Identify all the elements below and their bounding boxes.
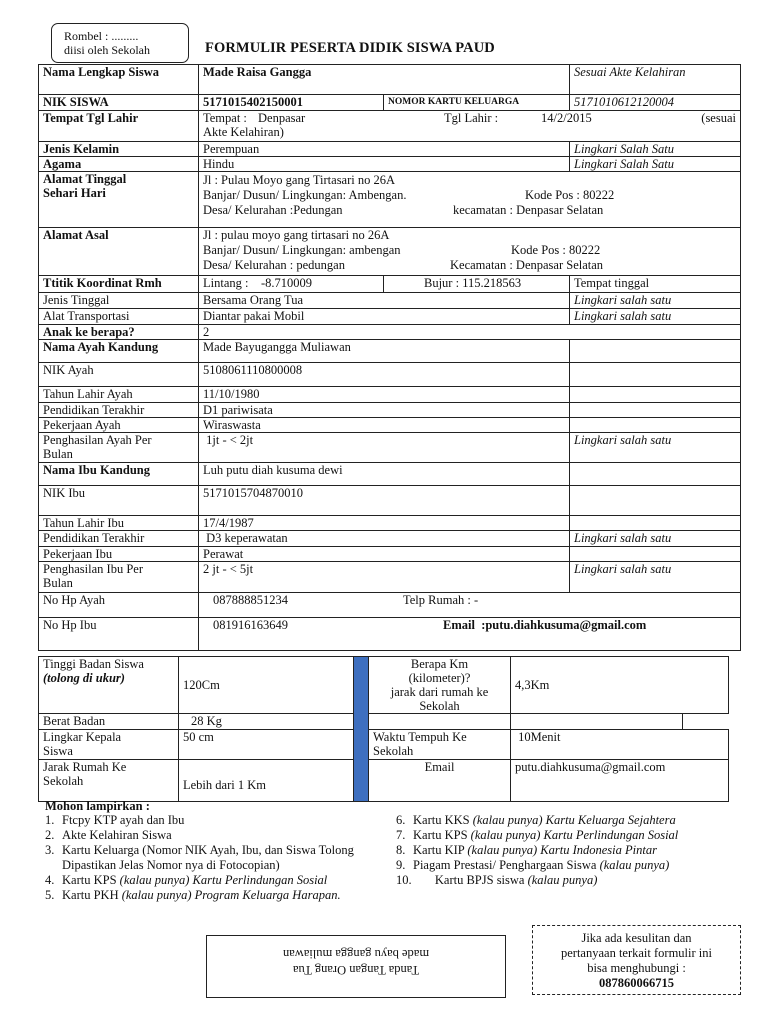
student-data-table [38, 64, 741, 651]
row-tinggi [39, 657, 729, 714]
physical-data-table [38, 656, 729, 802]
note-penghasilan-ayah: Lingkari salah satu [570, 433, 741, 463]
attachment-note: (kalau punya) [527, 873, 598, 887]
label-nik-ayah: NIK Ayah [39, 363, 199, 387]
row-jarak [39, 760, 729, 802]
label-waktu-1: Waktu Tempuh Ke [373, 730, 467, 744]
row-tahun-ibu [39, 516, 741, 531]
value-berat[interactable]: 28 Kg [179, 714, 354, 730]
note-jk: Lingkari Salah Satu [570, 142, 741, 157]
note-pendidikan-ayah [570, 403, 741, 418]
label-ibu: Nama Ibu Kandung [39, 463, 199, 486]
label-jarak [39, 760, 179, 802]
attachment-text: Kartu KIP [413, 843, 468, 857]
value-hp-ayah[interactable] [199, 593, 741, 618]
asal-kodepos: Kode Pos : 80222 [511, 243, 601, 257]
help-line-3: bisa menghubungi : [587, 961, 686, 975]
signature-text [207, 946, 505, 978]
rombel-note: diisi oleh Sekolah [64, 43, 150, 57]
row-pekerjaan-ibu [39, 547, 741, 562]
label-penghasilan-ibu [39, 562, 199, 593]
label-alamat-1: Alamat Tinggal [43, 172, 127, 186]
note-pekerjaan-ayah [570, 418, 741, 433]
signature-label: Tanda Tangan Orang Tua [292, 963, 420, 977]
note-pendidikan-ibu: Lingkari salah satu [570, 531, 741, 547]
attachment-number: 8. [396, 843, 406, 857]
value-agama[interactable]: Hindu [199, 157, 570, 172]
alamat-jl: Jl : Pulau Moyo gang Tirtasari no 26A [203, 173, 396, 187]
row-pekerjaan-ayah [39, 418, 741, 433]
value-kk[interactable]: 5171010612120004 [570, 95, 741, 111]
label-tinggi-2: (tolong di ukur) [43, 671, 125, 685]
row-ibu [39, 463, 741, 486]
row-koordinat [39, 276, 741, 293]
value-jk[interactable]: Perempuan [199, 142, 570, 157]
asal-jl: Jl : pulau moyo gang tirtasari no 26A [203, 228, 390, 242]
label-penghasilan-ibu-1: Penghasilan Ibu Per [43, 562, 143, 576]
row-jenis-tinggal [39, 293, 741, 309]
value-penghasilan-ibu[interactable]: 2 jt - < 5jt [199, 562, 570, 593]
alamat-kodepos: Kode Pos : 80222 [525, 188, 615, 202]
attachment-text: Kartu BPJS siswa [413, 873, 528, 887]
row-jk [39, 142, 741, 157]
note-nama: Sesuai Akte Kelahiran [570, 65, 741, 95]
attachment-item [45, 828, 385, 843]
signature-name: made bayu gangga muliawan [282, 947, 430, 961]
attachment-number: 3. [45, 843, 55, 857]
ttl-note: (sesuai [701, 111, 736, 125]
hp-ayah-number: 087888851234 [213, 593, 288, 607]
value-nik-ayah[interactable]: 5108061110800008 [199, 363, 570, 387]
attachment-item [396, 843, 746, 858]
value-hp-ibu[interactable] [199, 618, 741, 651]
attachment-text: Ftcpy KTP ayah dan Ibu [62, 813, 185, 827]
label-jarak-1: Jarak Rumah Ke [43, 760, 127, 774]
value-ayah[interactable]: Made Bayugangga Muliawan [199, 340, 570, 363]
label-penghasilan-ayah [39, 433, 199, 463]
note-nik-ayah [570, 363, 741, 387]
label-ttl: Tempat Tgl Lahir [39, 111, 199, 142]
attachment-number: 10. [396, 873, 412, 887]
attachment-item [45, 888, 385, 903]
label-km [369, 657, 511, 714]
attachment-number: 1. [45, 813, 55, 827]
row-hp-ibu [39, 618, 741, 651]
note-pekerjaan-ibu [570, 547, 741, 562]
value-email[interactable]: putu.diahkusuma@gmail.com [511, 760, 729, 802]
attachment-note: (kalau punya) Program Keluarga Harapan. [121, 888, 341, 902]
value-jarak[interactable]: Lebih dari 1 Km [179, 760, 354, 802]
value-ibu[interactable]: Luh putu diah kusuma dewi [199, 463, 570, 486]
email-ibu: Email :putu.diahkusuma@gmail.com [443, 618, 647, 632]
attachment-note: (kalau punya) Kartu Indonesia Pintar [467, 843, 657, 857]
label-email: Email [369, 760, 511, 802]
row-pendidikan-ayah [39, 403, 741, 418]
attachment-item [45, 813, 385, 828]
label-penghasilan-ayah-2: Bulan [43, 447, 73, 461]
value-pekerjaan-ayah[interactable]: Wiraswasta [199, 418, 570, 433]
attachment-item [396, 813, 746, 828]
note-koordinat: Tempat tinggal [570, 276, 741, 293]
value-bujur[interactable]: Bujur : 115.218563 [384, 276, 570, 293]
tgl-value: 14/2/2015 [541, 111, 592, 125]
row-hp-ayah [39, 593, 741, 618]
attachment-note: (kalau punya) Kartu Perlindungan Sosial [119, 873, 328, 887]
row-transportasi [39, 309, 741, 325]
attachments-heading: Mohon lampirkan : [45, 799, 150, 813]
value-nik[interactable]: 5171015402150001 [199, 95, 384, 111]
label-pekerjaan-ibu: Pekerjaan Ibu [39, 547, 199, 562]
label-ayah: Nama Ayah Kandung [39, 340, 199, 363]
row-nik-ibu [39, 486, 741, 516]
cell-empty-3 [683, 714, 729, 730]
asal-kecamatan: Kecamatan : Denpasar Selatan [450, 258, 604, 272]
label-asal: Alamat Asal [39, 228, 199, 276]
value-anak-ke[interactable]: 2 [199, 325, 741, 340]
label-jk: Jenis Kelamin [39, 142, 199, 157]
telp-rumah: Telp Rumah : - [403, 593, 479, 607]
help-phone[interactable]: 087860066715 [599, 976, 674, 990]
label-berat: Berat Badan [39, 714, 179, 730]
label-nik-ibu: NIK Ibu [39, 486, 199, 516]
value-pendidikan-ibu[interactable]: D3 keperawatan [199, 531, 570, 547]
note-tahun-ayah [570, 387, 741, 403]
label-tahun-ibu: Tahun Lahir Ibu [39, 516, 199, 531]
value-alamat[interactable] [199, 172, 741, 228]
label-km-1: Berapa Km [410, 657, 469, 671]
label-alamat [39, 172, 199, 228]
label-kk: NOMOR KARTU KELUARGA [384, 95, 570, 111]
signature-box[interactable] [206, 935, 506, 998]
tgl-label: Tgl Lahir : [444, 111, 499, 125]
row-berat [39, 714, 729, 730]
attachment-item [45, 843, 385, 873]
alamat-kecamatan: kecamatan : Denpasar Selatan [453, 203, 604, 217]
rombel-line: Rombel : ......... [64, 29, 139, 43]
label-hp-ibu: No Hp Ibu [39, 618, 199, 651]
attachment-text: Kartu KKS [413, 813, 473, 827]
attachment-number: 9. [396, 858, 406, 872]
label-agama: Agama [39, 157, 199, 172]
row-ayah [39, 340, 741, 363]
attachment-number: 2. [45, 828, 55, 842]
label-tinggi-1: Tinggi Badan Siswa [43, 657, 144, 671]
rombel-box [51, 23, 189, 63]
row-agama [39, 157, 741, 172]
label-jarak-2: Sekolah [43, 774, 84, 788]
attachment-item [45, 873, 385, 888]
label-nama: Nama Lengkap Siswa [39, 65, 199, 95]
attachment-text: Kartu KPS [413, 828, 471, 842]
help-box [532, 925, 741, 995]
label-pekerjaan-ayah: Pekerjaan Ayah [39, 418, 199, 433]
label-tinggi [39, 657, 179, 714]
attachment-item [396, 858, 746, 873]
row-penghasilan-ibu [39, 562, 741, 593]
label-nik: NIK SISWA [39, 95, 199, 111]
attachment-item [396, 828, 746, 843]
label-penghasilan-ayah-1: Penghasilan Ayah Per [43, 433, 152, 447]
form-title: FORMULIR PESERTA DIDIK SISWA PAUD [205, 40, 495, 56]
cell-empty-1 [369, 714, 511, 730]
value-jenis-tinggal[interactable]: Bersama Orang Tua [199, 293, 570, 309]
tempat-value: Denpasar [258, 111, 306, 125]
attachment-text: Akte Kelahiran Siswa [62, 828, 172, 842]
row-nama [39, 65, 741, 95]
note-agama: Lingkari Salah Satu [570, 157, 741, 172]
attachment-text: Kartu Keluarga (Nomor NIK Ayah, Ibu, dan Siswa Tolong Dipastikan Jelas Nomor nya di Fotocopian) [62, 843, 358, 872]
row-nik [39, 95, 741, 111]
value-nama[interactable]: Made Raisa Gangga [199, 65, 570, 95]
note-tahun-ibu [570, 516, 741, 531]
label-anak-ke: Anak ke berapa? [39, 325, 199, 340]
attachment-note: (kalau punya) [599, 858, 670, 872]
divider-bar [354, 657, 369, 802]
label-km-4: Sekolah [419, 699, 460, 713]
note-penghasilan-ibu: Lingkari salah satu [570, 562, 741, 593]
row-asal [39, 228, 741, 276]
attachment-note: (kalau punya) Kartu Keluarga Sejahtera [472, 813, 676, 827]
value-ttl[interactable] [199, 111, 741, 142]
label-lingkar-1: Lingkar Kepala [43, 730, 122, 744]
value-lintang[interactable]: Lintang : -8.710009 [199, 276, 384, 293]
value-lingkar[interactable]: 50 cm [179, 730, 354, 760]
row-penghasilan-ayah [39, 433, 741, 463]
attachment-note: (kalau punya) Kartu Perlindungan Sosial [470, 828, 679, 842]
note-ibu [570, 463, 741, 486]
value-penghasilan-ayah[interactable]: 1jt - < 2jt [199, 433, 570, 463]
alamat-desa: Desa/ Kelurahan :Pedungan [203, 203, 343, 217]
attachment-text: Kartu PKH [62, 888, 122, 902]
value-transportasi[interactable]: Diantar pakai Mobil [199, 309, 570, 325]
attachment-item [396, 873, 746, 888]
help-line-2: pertanyaan terkait formulir ini [561, 946, 712, 960]
attachment-text: Kartu KPS [62, 873, 120, 887]
attachment-text: Piagam Prestasi/ Penghargaan Siswa [413, 858, 600, 872]
help-line-1: Jika ada kesulitan dan [581, 931, 692, 945]
value-km[interactable]: 4,3Km [511, 657, 729, 714]
value-pekerjaan-ibu[interactable]: Perawat [199, 547, 570, 562]
label-km-3: jarak dari rumah ke [390, 685, 489, 699]
value-tahun-ibu[interactable]: 17/4/1987 [199, 516, 570, 531]
hp-ibu-number: 081916163649 [213, 618, 288, 632]
asal-banjar: Banjar/ Dusun/ Lingkungan: ambengan [203, 243, 401, 257]
attachments-list-left [45, 813, 385, 903]
value-pendidikan-ayah[interactable]: D1 pariwisata [199, 403, 570, 418]
label-hp-ayah: No Hp Ayah [39, 593, 199, 618]
value-nik-ibu[interactable]: 5171015704870010 [199, 486, 570, 516]
attachments-list-right [396, 813, 746, 888]
label-waktu-2: Sekolah [373, 744, 414, 758]
asal-desa: Desa/ Kelurahan : pedungan [203, 258, 345, 272]
value-tahun-ayah[interactable]: 11/10/1980 [199, 387, 570, 403]
label-transportasi: Alat Transportasi [39, 309, 199, 325]
label-pendidikan-ayah: Pendidikan Terakhir [39, 403, 199, 418]
value-waktu[interactable]: 10Menit [511, 730, 729, 760]
note-jenis-tinggal: Lingkari salah satu [570, 293, 741, 309]
note-nik-ibu [570, 486, 741, 516]
row-ttl [39, 111, 741, 142]
note-transportasi: Lingkari salah satu [570, 309, 741, 325]
row-pendidikan-ibu [39, 531, 741, 547]
label-jenis-tinggal: Jenis Tinggal [39, 293, 199, 309]
label-lingkar [39, 730, 179, 760]
label-lingkar-2: Siswa [43, 744, 73, 758]
label-waktu [369, 730, 511, 760]
note-ayah [570, 340, 741, 363]
label-km-2: (kilometer)? [408, 671, 471, 685]
row-nik-ayah [39, 363, 741, 387]
row-anak-ke [39, 325, 741, 340]
value-tinggi[interactable]: 120Cm [179, 657, 354, 714]
label-pendidikan-ibu: Pendidikan Terakhir [39, 531, 199, 547]
ttl-note-2: Akte Kelahiran) [203, 125, 284, 139]
row-tahun-ayah [39, 387, 741, 403]
attachments-section [45, 799, 745, 902]
attachment-number: 4. [45, 873, 55, 887]
tempat-label: Tempat : [203, 111, 247, 125]
attachment-number: 7. [396, 828, 406, 842]
label-tahun-ayah: Tahun Lahir Ayah [39, 387, 199, 403]
label-penghasilan-ibu-2: Bulan [43, 576, 73, 590]
attachment-number: 6. [396, 813, 406, 827]
value-asal[interactable] [199, 228, 741, 276]
row-alamat [39, 172, 741, 228]
row-lingkar [39, 730, 729, 760]
alamat-banjar: Banjar/ Dusun/ Lingkungan: Ambengan. [203, 188, 407, 202]
attachment-number: 5. [45, 888, 55, 902]
label-alamat-2: Sehari Hari [43, 186, 106, 200]
cell-empty-2 [511, 714, 683, 730]
label-koordinat: Ttitik Koordinat Rmh [39, 276, 199, 293]
